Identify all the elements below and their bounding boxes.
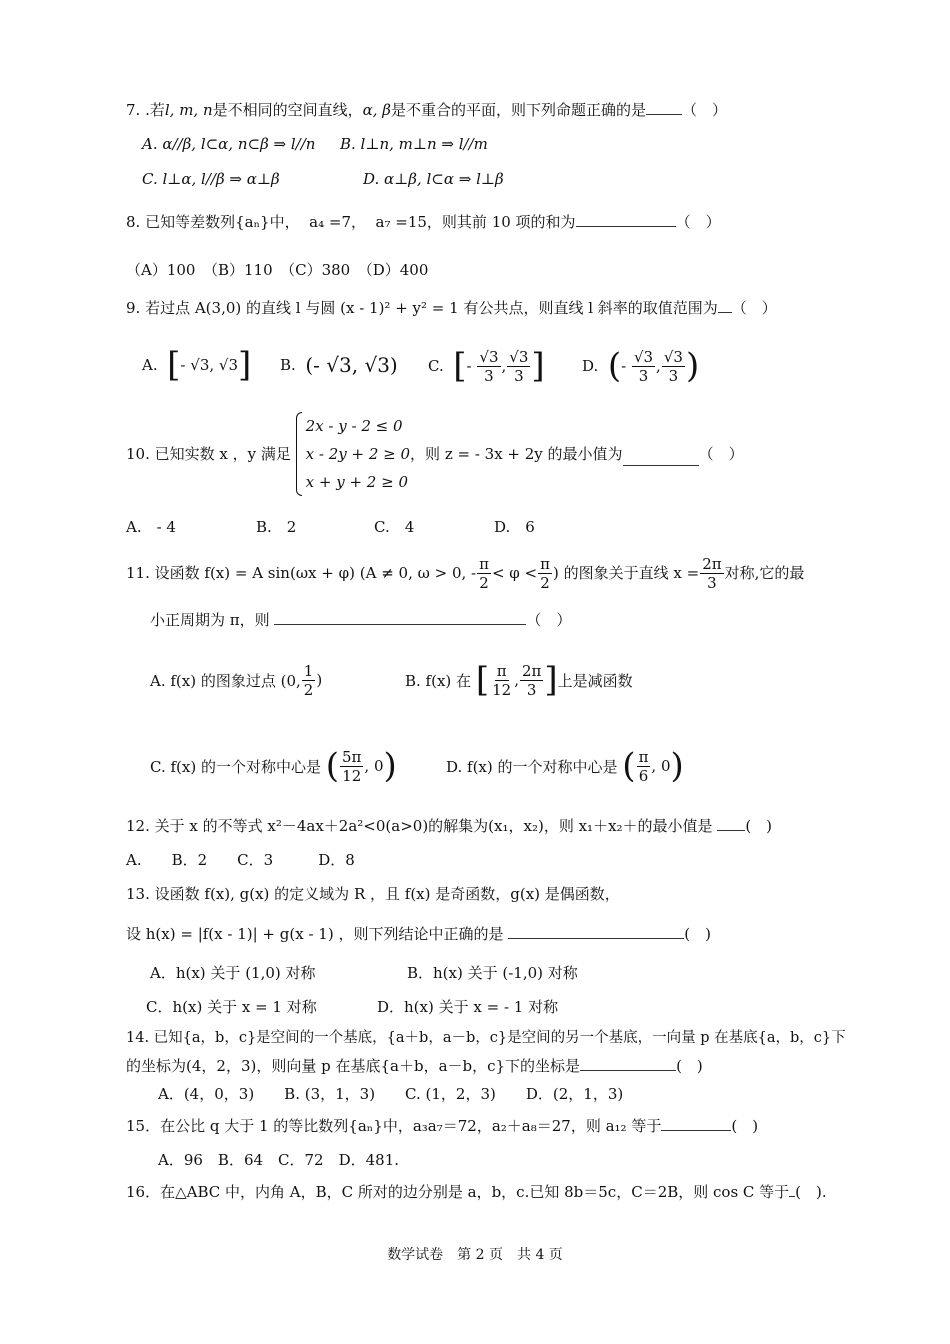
q10-option-b: B. 2 [256, 518, 297, 536]
q13-option-a: A．h(x) 关于 (1,0) 对称 [150, 964, 316, 982]
q10-option-c: C. 4 [374, 518, 415, 536]
q7-option-a: A. α//β, l⊂α, n⊂β ⇒ l//n [142, 135, 316, 153]
q8-options: （A）100 （B）110 （C）380 （D）400 [126, 261, 429, 279]
q12-stem: 12. 关于 x 的不等式 x²－4ax＋2a²<0(a>0)的解集为(x₁，x₂)，则 x₁＋x₂＋的最小值是 ( ) [126, 817, 773, 835]
q9-option-d: D. ( - $\frac{√3}{3}$ , $\frac{√3}{3}$ ) [582, 346, 700, 386]
q11-option-c: C. f(x) 的一个对称中心是 ( $\frac{5\pi}{12}$ , 0 ) [150, 746, 397, 786]
q10-option-d: D. 6 [494, 518, 535, 536]
q9-option-c: C. [ - $\frac{√3}{3}$ , $\frac{√3}{3}$ ] [428, 346, 545, 386]
q16-stem: 16．在△ABC 中，内角 A，B，C 所对的边分别是 a，b，c.已知 8b＝5c，C＝2B，则 cos C 等于 ( ). [126, 1183, 827, 1201]
q7-option-c: C. l⊥α, l//β ⇒ α⊥β [142, 170, 280, 188]
q14-line2: 的坐标为(4，2，3)，则向量 p 在基底{a＋b，a－b，c}下的坐标是 ( ) [126, 1057, 703, 1075]
page-footer: 数学试卷 第 2 页 共 4 页 [387, 1247, 563, 1263]
q10-option-a: A. - 4 [126, 518, 176, 536]
q11-stem: 11. 设函数 f(x) = A sin(ωx + φ) (A ≠ 0, ω > 0, - $\frac{\pi}{2}$ < φ < $\frac{\pi}{2}$ ) 的图象关于直线 x = $\frac{2\pi}{3}$ 对称,它的最 [126, 554, 805, 592]
q9-stem: 9. 若过点 A(3,0) 的直线 l 与圆 (x - 1)² + y² = 1 有公共点，则直线 l 斜率的取值范围为 （ ） [126, 299, 777, 317]
q10-stem: 10. 已知实数 x ，y 满足 2x - y - 2 ≤ 0 x - 2y + 2 ≥ 0 x + y + 2 ≥ 0 ，则 z = - 3x + 2y 的最小值为 （ ） [126, 410, 744, 498]
q13-line2: 设 h(x) = |f(x - 1)| + g(x - 1) ，则下列结论中正确的是 ( ) [126, 925, 711, 943]
q12-options: A. B．2 C．3 D．8 [126, 851, 355, 869]
q8-stem: 8. 已知等差数列{aₙ}中， a₄ =7， a₇ =15，则其前 10 项的和为 （ ） [126, 213, 721, 231]
q13-option-b: B．h(x) 关于 (-1,0) 对称 [407, 964, 578, 982]
q11-option-b: B. f(x) 在 [ $\frac{\pi}{12}$ , $\frac{2\pi}{3}$ ] 上是减函数 [405, 660, 633, 700]
q7-option-b: B. l⊥n, m⊥n ⇒ l//m [340, 135, 488, 153]
q10-constraint-system: 2x - y - 2 ≤ 0 x - 2y + 2 ≥ 0 x + y + 2 ≥ 0 [296, 412, 410, 496]
q9-option-a: A. [ - √3, √3 ] [142, 345, 252, 385]
q11-option-d: D. f(x) 的一个对称中心是 ( $\frac{\pi}{6}$ , 0 ) [446, 746, 684, 786]
q11-option-a: A. f(x) 的图象过点 (0, $\frac{1}{2}$ ) [150, 661, 323, 699]
q13-stem: 13. 设函数 f(x), g(x) 的定义域为 R ，且 f(x) 是奇函数，g(x) 是偶函数， [126, 885, 620, 903]
q11-line2: 小正周期为 π，则 （ ） [150, 611, 572, 629]
q7-stem: 7. .若l, m, n是不相同的空间直线，α, β是不重合的平面，则下列命题正确的是 （ ） [126, 101, 728, 119]
q14-options: A．(4，0，3) B. (3，1，3) C. (1，2，3) D．(2，1，3) [158, 1085, 624, 1103]
q9-option-b: B. (- √3, √3) [280, 353, 398, 377]
q13-option-d: D．h(x) 关于 x = - 1 对称 [377, 998, 559, 1016]
q15-options: A．96 B．64 C．72 D．481. [158, 1151, 400, 1169]
q14-line1: 14. 已知{a，b，c}是空间的一个基底，{a＋b，a－b，c}是空间的另一个基底，一向量 p 在基底{a，b，c}下 [126, 1030, 846, 1046]
q15-stem: 15．在公比 q 大于 1 的等比数列{aₙ}中，a₃a₇＝72，a₂＋a₈＝27，则 a₁₂ 等于 ( ) [126, 1117, 759, 1135]
q7-option-d: D. α⊥β, l⊂α ⇒ l⊥β [363, 170, 504, 188]
q13-option-c: C．h(x) 关于 x = 1 对称 [146, 998, 317, 1016]
